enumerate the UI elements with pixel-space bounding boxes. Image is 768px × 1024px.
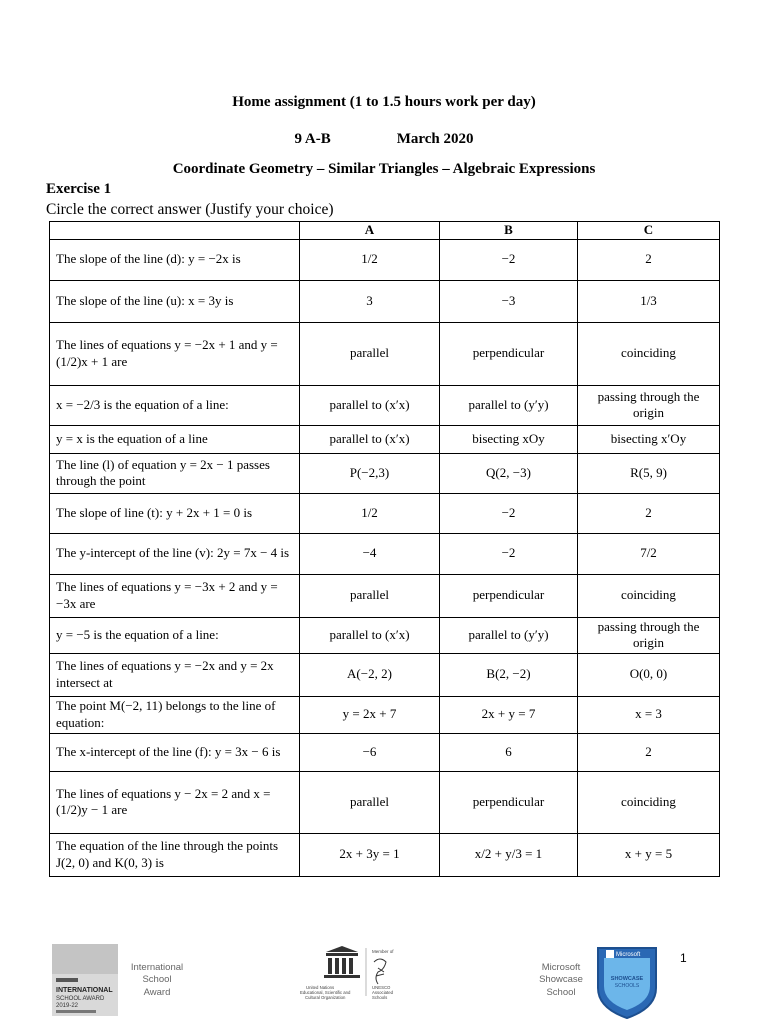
table-row <box>50 425 720 453</box>
answer-c[interactable]: coinciding <box>578 574 720 617</box>
topics-line: Coordinate Geometry – Similar Triangles – Algebraic Expressions <box>172 161 596 177</box>
answer-a[interactable]: y = 2x + 7 <box>300 696 440 733</box>
question-cell: The lines of equations y = −2x and y = 2x intersect at <box>50 653 300 696</box>
answer-b[interactable]: perpendicular <box>440 771 578 833</box>
answer-c[interactable]: 2 <box>578 493 720 533</box>
unesco-org-line2: Educational, Scientific and <box>300 990 351 995</box>
answer-a[interactable]: A(−2, 2) <box>300 653 440 696</box>
exercise-instruction: Circle the correct answer (Justify your choice) <box>46 201 334 218</box>
question-cell: The y-intercept of the line (v): 2y = 7x − 4 is <box>50 533 300 574</box>
answer-a[interactable]: P(−2,3) <box>300 453 440 493</box>
answer-c[interactable]: 2 <box>578 733 720 771</box>
answer-b[interactable]: 2x + y = 7 <box>440 696 578 733</box>
isa-badge-line2: SCHOOL AWARD <box>56 996 105 1002</box>
question-cell: y = −5 is the equation of a line: <box>50 617 300 653</box>
answer-a[interactable]: parallel to (x′x) <box>300 425 440 453</box>
mcq-table <box>49 221 720 877</box>
answer-b[interactable]: −3 <box>440 280 578 322</box>
column-header: A <box>300 222 440 240</box>
isa-badge-years: 2019-22 <box>56 1003 79 1009</box>
answer-a[interactable]: 3 <box>300 280 440 322</box>
table-row <box>50 322 720 385</box>
question-cell: The equation of the line through the points J(2, 0) and K(0, 3) is <box>50 833 300 876</box>
ms-caption <box>530 962 592 999</box>
answer-a[interactable]: parallel <box>300 574 440 617</box>
question-cell: The lines of equations y − 2x = 2 and x = (1/2)y − 1 are <box>50 771 300 833</box>
column-header <box>50 222 300 240</box>
class-date-line <box>0 131 768 148</box>
table-row <box>50 574 720 617</box>
answer-c[interactable]: passing through the origin <box>578 385 720 425</box>
microsoft-showcase-school-logo <box>594 944 660 1020</box>
table-row <box>50 653 720 696</box>
answer-c[interactable]: O(0, 0) <box>578 653 720 696</box>
answer-b[interactable]: parallel to (y′y) <box>440 617 578 653</box>
answer-a[interactable]: −4 <box>300 533 440 574</box>
page-number: 1 <box>680 951 687 965</box>
table-row <box>50 533 720 574</box>
table-row <box>50 617 720 653</box>
unesco-org-line1: United Nations <box>306 985 335 990</box>
table-row <box>50 833 720 876</box>
isa-caption <box>126 962 188 999</box>
isa-caption-line2: School <box>142 974 172 986</box>
answer-a[interactable]: parallel to (x′x) <box>300 385 440 425</box>
question-cell: The slope of the line (u): x = 3y is <box>50 280 300 322</box>
answer-c[interactable]: R(5, 9) <box>578 453 720 493</box>
question-cell: The lines of equations y = −2x + 1 and y = (1/2)x + 1 are <box>50 322 300 385</box>
answer-c[interactable]: coinciding <box>578 322 720 385</box>
unesco-logo <box>298 946 408 1016</box>
answer-b[interactable]: B(2, −2) <box>440 653 578 696</box>
ms-badge-line2: SCHOOLS <box>614 983 640 989</box>
table-row <box>50 385 720 425</box>
class-label: 9 A-B <box>294 131 331 147</box>
answer-b[interactable]: 6 <box>440 733 578 771</box>
answer-b[interactable]: x/2 + y/3 = 1 <box>440 833 578 876</box>
isa-caption-line3: Award <box>143 986 171 998</box>
ms-caption-line3: School <box>546 986 576 998</box>
answer-a[interactable]: −6 <box>300 733 440 771</box>
table-row <box>50 493 720 533</box>
ms-badge-brand: Microsoft <box>616 952 641 958</box>
answer-c[interactable]: 7/2 <box>578 533 720 574</box>
answer-a[interactable]: parallel <box>300 771 440 833</box>
unesco-aspnet-line1: UNESCO <box>372 985 391 990</box>
isa-caption-line1: International <box>130 962 184 973</box>
assignment-title: Home assignment (1 to 1.5 hours work per day) <box>232 94 536 110</box>
question-cell: The line (l) of equation y = 2x − 1 passes through the point <box>50 453 300 493</box>
answer-a[interactable]: 2x + 3y = 1 <box>300 833 440 876</box>
answer-b[interactable]: −2 <box>440 239 578 280</box>
table-row <box>50 771 720 833</box>
exercise-title: Exercise 1 <box>46 181 112 197</box>
question-cell: The slope of line (t): y + 2x + 1 = 0 is <box>50 493 300 533</box>
answer-b[interactable]: perpendicular <box>440 574 578 617</box>
question-cell: x = −2/3 is the equation of a line: <box>50 385 300 425</box>
question-cell: The x-intercept of the line (f): y = 3x − 6 is <box>50 733 300 771</box>
question-cell: The lines of equations y = −3x + 2 and y = −3x are <box>50 574 300 617</box>
answer-c[interactable]: passing through the origin <box>578 617 720 653</box>
microsoft-icon <box>606 950 614 958</box>
table-row <box>50 239 720 280</box>
isa-badge-line1: INTERNATIONAL <box>56 987 113 994</box>
answer-a[interactable]: 1/2 <box>300 239 440 280</box>
table-row <box>50 696 720 733</box>
table-row <box>50 453 720 493</box>
answer-b[interactable]: Q(2, −3) <box>440 453 578 493</box>
question-cell: The point M(−2, 11) belongs to the line of equation: <box>50 696 300 733</box>
column-header: B <box>440 222 578 240</box>
aspnet-symbol-icon <box>374 959 386 984</box>
answer-c[interactable]: 2 <box>578 239 720 280</box>
answer-c[interactable]: x = 3 <box>578 696 720 733</box>
answer-a[interactable]: 1/2 <box>300 493 440 533</box>
answer-a[interactable]: parallel <box>300 322 440 385</box>
question-cell: The slope of the line (d): y = −2x is <box>50 239 300 280</box>
answer-a[interactable]: parallel to (x′x) <box>300 617 440 653</box>
ms-caption-line2: Showcase <box>539 974 583 986</box>
unesco-member-text: Member of <box>372 949 394 954</box>
table-row <box>50 280 720 322</box>
column-header: C <box>578 222 720 240</box>
ms-badge-line1: SHOWCASE <box>610 976 644 982</box>
answer-c[interactable]: coinciding <box>578 771 720 833</box>
question-cell: y = x is the equation of a line <box>50 425 300 453</box>
answer-b[interactable]: parallel to (y′y) <box>440 385 578 425</box>
answer-c[interactable]: 1/3 <box>578 280 720 322</box>
answer-c[interactable]: x + y = 5 <box>578 833 720 876</box>
table-header-row <box>50 222 720 240</box>
unesco-org-line3: Cultural Organization <box>305 995 346 1000</box>
answer-b[interactable]: perpendicular <box>440 322 578 385</box>
table-row <box>50 733 720 771</box>
unesco-aspnet-line2: Associated <box>372 990 394 995</box>
answer-b[interactable]: −2 <box>440 493 578 533</box>
answer-b[interactable]: −2 <box>440 533 578 574</box>
answer-c[interactable]: bisecting x′Oy <box>578 425 720 453</box>
international-school-award-logo <box>52 944 118 1016</box>
answer-b[interactable]: bisecting xOy <box>440 425 578 453</box>
assignment-date: March 2020 <box>396 131 474 147</box>
unesco-aspnet-line3: Schools <box>372 995 388 1000</box>
ms-caption-line1: Microsoft <box>541 962 581 973</box>
